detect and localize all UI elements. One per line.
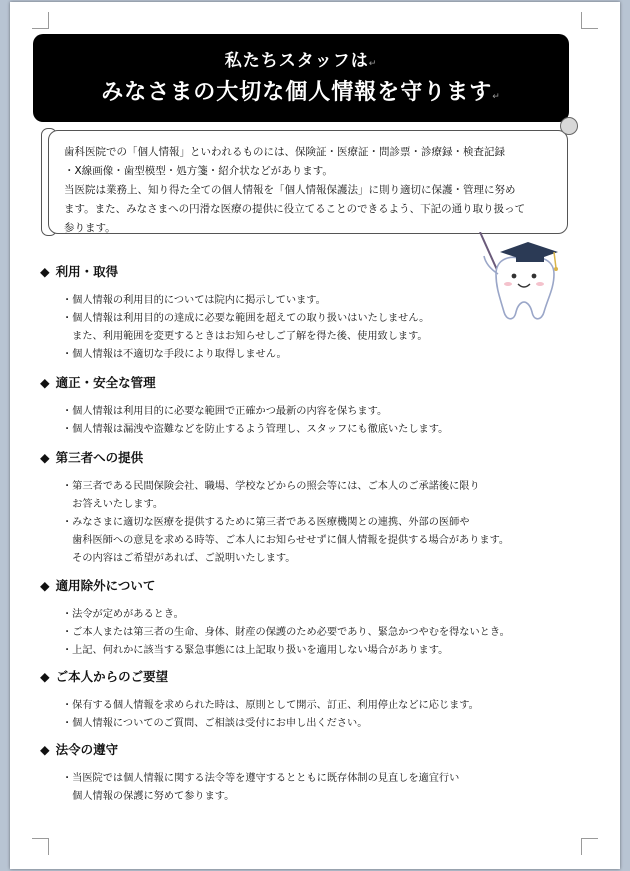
- section-usage: [40, 262, 600, 364]
- intro-line: ・X線画像・歯型模型・処方箋・紹介状などがあります。: [64, 165, 333, 177]
- intro-line: ます。また、みなさまへの円滑な医療の提供に役立てることのできるよう、下記の通り取り扱って: [64, 203, 526, 215]
- margin-mark-bottom-right: [581, 838, 598, 855]
- list-item: ・個人情報の利用目的については院内に掲示しています。: [62, 295, 326, 306]
- list-item: ・保有する個人情報を求められた時は、原則として開示、訂正、利用停止などに応じます。: [62, 700, 479, 711]
- list-item: ・みなさまに適切な医療を提供するために第三者である医療機関との連携、外部の医師や: [62, 517, 470, 528]
- list-item: ・上記、何れかに該当する緊急事態には上記取り扱いを適用しない場合があります。: [62, 645, 449, 656]
- list-item: ・ご本人または第三者の生命、身体、財産の保護のため必要であり、緊急かつやむを得ないとき。: [62, 627, 510, 638]
- list-item: ・法令が定めがあるとき。: [62, 609, 184, 620]
- list-item: ・第三者である民間保険会社、職場、学校などからの照会等には、ご本人のご承諾後に限り: [62, 481, 480, 492]
- intro-line: 歯科医院での「個人情報」といわれるものには、保険証・医療証・問診票・診療録・検査記録: [64, 146, 505, 158]
- section-heading: ◆ 法令の遵守: [40, 742, 119, 757]
- list-item: ・個人情報は利用目的の達成に必要な範囲を超えての取り扱いはいたしません。: [62, 313, 430, 324]
- section-management: [40, 373, 600, 439]
- title-line-1: 私たちスタッフは↵: [224, 51, 378, 71]
- list-item: ・個人情報は利用目的に必要な範囲で正確かつ最新の内容を保ちます。: [62, 406, 388, 417]
- margin-mark-bottom-left: [32, 838, 49, 855]
- list-item: ・当医院では個人情報に関する法令等を遵守するとともに既存体制の見直しを適宜行い: [62, 773, 460, 784]
- list-item: お答えいたします。: [62, 499, 164, 510]
- margin-mark-top-right: [581, 12, 598, 29]
- intro-line: 当医院は業務上、知り得た全ての個人情報を「個人情報保護法」に則り適切に保護・管理に努め: [64, 184, 516, 196]
- list-item: また、利用範囲を変更するときはお知らせしご了解を得た後、使用致します。: [62, 331, 428, 342]
- section-heading: ◆ 適正・安全な管理: [40, 375, 156, 390]
- list-item: ・個人情報についてのご質問、ご相談は受付にお申し出ください。: [62, 718, 368, 729]
- list-item: 歯科医師への意見を求める時等、ご本人にお知らせせずに個人情報を提供する場合があります。: [62, 535, 510, 546]
- intro-text: [64, 143, 564, 238]
- list-item: 個人情報の保護に努めて参ります。: [62, 791, 235, 802]
- section-heading: ◆ 適用除外について: [40, 578, 156, 593]
- section-heading: ◆ ご本人からのご要望: [40, 669, 169, 684]
- margin-mark-top-left: [32, 12, 49, 29]
- section-heading: ◆ 第三者への提供: [40, 450, 144, 465]
- section-heading: ◆ 利用・取得: [40, 264, 119, 279]
- list-item: ・個人情報は不適切な手段により取得しません。: [62, 349, 287, 360]
- section-compliance: [40, 740, 600, 806]
- list-item: その内容はご希望があれば、ご説明いたします。: [62, 553, 296, 564]
- scroll-curl-right: [560, 117, 578, 135]
- section-third-party: [40, 448, 600, 568]
- section-exceptions: [40, 576, 600, 660]
- list-item: ・個人情報は漏洩や盗難などを防止するよう管理し、スタッフにも徹底いたします。: [62, 424, 449, 435]
- intro-line: 参ります。: [64, 222, 116, 234]
- section-requests: [40, 667, 600, 733]
- title-banner: [33, 34, 569, 122]
- title-line-2: みなさまの大切な個人情報を守ります↵: [101, 80, 501, 105]
